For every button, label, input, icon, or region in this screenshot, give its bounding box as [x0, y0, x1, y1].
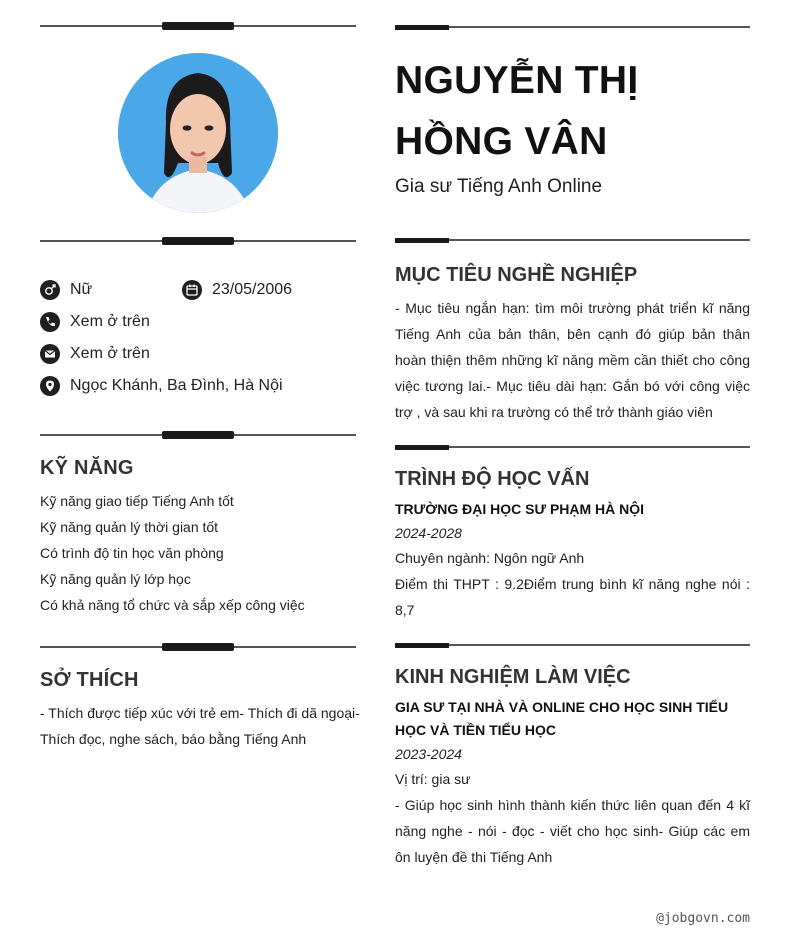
divider — [40, 237, 356, 245]
skill-item: Kỹ năng quản lý lớp học — [40, 571, 191, 587]
page-title: NGUYỄN THỊ HỒNG VÂN — [395, 59, 639, 163]
gender-icon — [40, 280, 60, 300]
hobbies-text: - Thích được tiếp xúc với trẻ em- Thích đi dã ngoại- Thích đọc, nghe sách, báo bằng Tiếng Anh — [40, 705, 360, 747]
education-scores: Điểm thi THPT : 9.2Điểm trung bình kĩ năng nghe nói : 8,7 — [395, 576, 750, 618]
divider — [40, 431, 356, 439]
skills-title: KỸ NĂNG — [40, 457, 134, 479]
divider — [40, 22, 356, 30]
experience-title: KINH NGHIỆM LÀM VIỆC — [395, 666, 631, 688]
job-title: Gia sư Tiếng Anh Online — [395, 176, 603, 197]
education-title: TRÌNH ĐỘ HỌC VẤN — [395, 468, 590, 490]
skills-list — [40, 488, 356, 618]
objective-text: - Mục tiêu ngắn hạn: tìm môi trường phát triển kĩ năng Tiếng Anh của bản thân, bên cạnh đó giúp bản thân hoàn thiện thêm những kĩ năng mềm cần thiết cho công việc tương lai.- Mục tiêu dài hạn: Gắn bó với công việc trợ , và sau khi ra trường có thể trở thành giáo viên — [395, 300, 750, 420]
divider — [395, 25, 750, 30]
skill-item: Kỹ năng quản lý thời gian tốt — [40, 519, 219, 535]
education-period: 2024-2028 — [395, 525, 462, 541]
experience-description: - Giúp học sinh hình thành kiến thức liên quan đến 4 kĩ năng nghe - nói - đọc - viết cho học sinh- Giúp các em ôn luyện đề thi Tiếng Anh — [395, 797, 750, 865]
email-row — [40, 344, 150, 364]
gender-value: Nữ — [70, 281, 93, 298]
avatar-photo — [118, 53, 278, 213]
location-icon — [40, 376, 60, 396]
experience-period: 2023-2024 — [395, 746, 462, 762]
email-icon — [40, 344, 60, 364]
objective-title: MỤC TIÊU NGHỀ NGHIỆP — [395, 264, 638, 286]
skill-item: Có trình độ tin học văn phòng — [40, 545, 224, 561]
experience-position: Vị trí: gia sư — [395, 771, 471, 787]
phone-value: Xem ở trên — [70, 313, 150, 330]
email-value: Xem ở trên — [70, 345, 150, 362]
birthday-row — [182, 280, 292, 300]
hobbies-title: SỞ THÍCH — [40, 669, 139, 691]
avatar — [118, 53, 278, 213]
gender-row — [40, 280, 92, 300]
address-value: Ngọc Khánh, Ba Đình, Hà Nội — [70, 377, 283, 394]
education-school: TRƯỜNG ĐẠI HỌC SƯ PHẠM HÀ NỘI — [395, 501, 645, 517]
divider — [395, 643, 750, 648]
divider — [395, 445, 750, 450]
experience-job: GIA SƯ TẠI NHÀ VÀ ONLINE CHO HỌC SINH TIỂU HỌC VÀ TIỀN TIỂU HỌC — [395, 699, 729, 738]
birthday-value: 23/05/2006 — [212, 281, 293, 298]
calendar-icon — [182, 280, 202, 300]
education-major: Chuyên ngành: Ngôn ngữ Anh — [395, 550, 585, 566]
address-row — [40, 376, 283, 396]
skill-item: Có khả năng tổ chức và sắp xếp công việc — [40, 597, 305, 613]
phone-row — [40, 312, 150, 332]
phone-icon — [40, 312, 60, 332]
skill-item: Kỹ năng giao tiếp Tiếng Anh tốt — [40, 493, 234, 509]
divider — [40, 643, 356, 651]
footer-watermark: @jobgovn.com — [656, 911, 750, 926]
divider — [395, 238, 750, 243]
